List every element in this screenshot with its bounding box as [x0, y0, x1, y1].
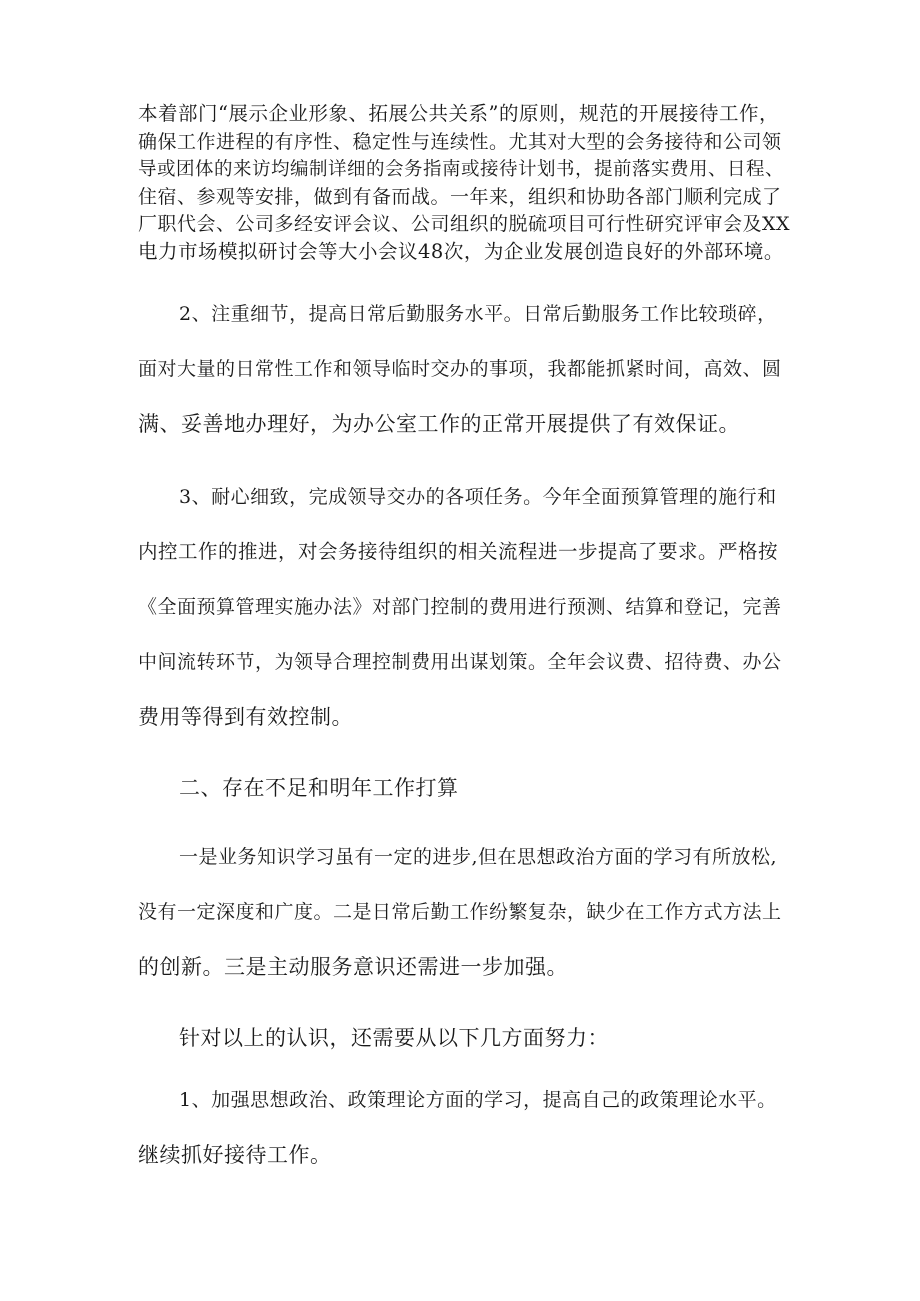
text-line: 本着部门“展示企业形象、拓展公共关系”的原则，规范的开展接待工作， — [138, 102, 779, 125]
text-line: 面对大量的日常性工作和领导临时交办的事项，我都能抓紧时间，高效、圆 — [138, 358, 782, 380]
text-line: 导或团体的来访均编制详细的会务指南或接待计划书，提前落实费用、日程、 — [138, 159, 785, 180]
text-line: 满、妥善地办理好，为办公室工作的正常开展提供了有效保证。 — [138, 412, 740, 436]
text-line: 3、耐心细致，完成领导交办的各项任务。今年全面预算管理的施行和 — [179, 486, 777, 508]
text-line: 没有一定深度和广度。二是日常后勤工作纷繁复杂，缺少在工作方式方法上 — [138, 901, 782, 923]
text-line: 确保工作进程的有序性、稳定性与连续性。尤其对大型的会务接待和公司领 — [138, 131, 782, 153]
text-line: 电力市场模拟研讨会等大小会议48次，为企业发展创造良好的外部环境。 — [138, 240, 784, 263]
text-line: 住宿、参观等安排，做到有备而战。一年来，组织和协助各部门顺利完成了 — [138, 186, 782, 208]
efforts-intro: 针对以上的认识，还需要从以下几方面努力： — [179, 1026, 609, 1050]
text-line: 2、注重细节，提高日常后勤服务水平。日常后勤服务工作比较琐碎， — [179, 303, 777, 325]
text-line: 1、加强思想政治、政策理论方面的学习，提高自己的政策理论水平。 — [179, 1089, 777, 1111]
text-line: 《全面预算管理实施办法》对部门控制的费用进行预测、结算和登记，完善 — [138, 596, 782, 618]
text-line: 继续抓好接待工作。 — [138, 1143, 332, 1167]
section-heading: 二、存在不足和明年工作打算 — [179, 776, 459, 800]
text-line: 费用等得到有效控制。 — [138, 705, 353, 729]
text-line: 厂职代会、公司多经安评会议、公司组织的脱硫项目可行性研究评审会及XX — [138, 213, 791, 235]
text-line: 中间流转环节，为领导合理控制费用出谋划策。全年会议费、招待费、办公 — [138, 651, 782, 673]
text-line: 内控工作的推进，对会务接待组织的相关流程进一步提高了要求。严格按 — [138, 540, 779, 563]
text-line: 的创新。三是主动服务意识还需进一步加强。 — [138, 955, 568, 979]
text-line: 一是业务知识学习虽有一定的进步,但在思想政治方面的学习有所放松, — [179, 846, 778, 868]
